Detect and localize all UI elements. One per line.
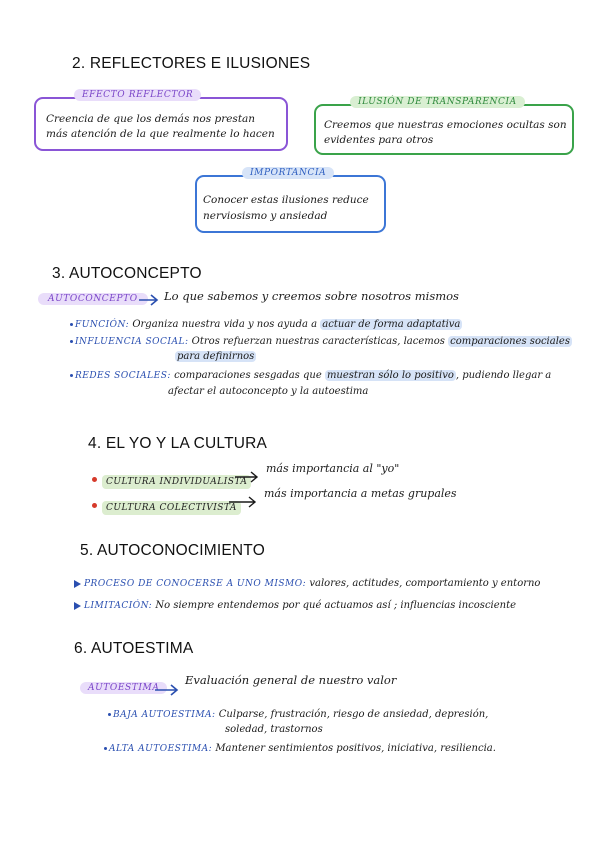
cultura-individualista-row (102, 469, 251, 488)
cultura-colectivista-row (102, 495, 241, 514)
bullet-colectivista (92, 503, 97, 508)
redes-text-b: , pudiendo llegar a (455, 370, 552, 381)
autoestima-tag: AUTOESTIMA (80, 682, 167, 694)
redes-highlight: muestran sólo lo positivo (326, 370, 454, 381)
limitacion-row (74, 598, 516, 614)
influencia-text-b: para definirnos (177, 351, 255, 362)
efecto-reflector-tag: EFECTO REFLECTOR (74, 89, 201, 101)
baja-text-2: soledad, trastornos (225, 724, 323, 735)
colectivista-label: CULTURA COLECTIVISTA (102, 501, 241, 515)
ilusion-transparencia-tag: ILUSIÓN DE TRANSPARENCIA (350, 96, 525, 108)
baja-text-1: Culparse, frustración, riesgo de ansiedad, depresión, (218, 709, 489, 720)
efecto-text-2: más atención de la que realmente lo hacen (46, 128, 275, 140)
individualista-text: más importancia al "yo" (266, 462, 400, 475)
triangle-icon (74, 602, 81, 610)
ilusion-transparencia-box (314, 104, 574, 155)
ilusion-text-2: evidentes para otros (324, 134, 434, 146)
redes-text: comparaciones sesgadas que (174, 370, 325, 381)
individualista-label: CULTURA INDIVIDUALISTA (102, 475, 251, 489)
heading-reflectores: 2. REFLECTORES E ILUSIONES (72, 55, 311, 72)
autoestima-arrow (154, 684, 180, 696)
heading-autoconcepto: 3. AUTOCONCEPTO (52, 265, 202, 282)
autoconcepto-definition: Lo que sabemos y creemos sobre nosotros mismos (164, 289, 459, 303)
proceso-text: valores, actitudes, comportamiento y entorno (309, 578, 541, 589)
autoconcepto-arrow (138, 294, 160, 306)
colectivista-text: más importancia a metas grupales (264, 487, 457, 500)
importancia-tag: IMPORTANCIA (242, 167, 334, 179)
funcion-highlight: actuar de forma adaptativa (322, 319, 461, 330)
influencia-highlight: comparaciones sociales (450, 336, 570, 347)
funcion-text: Organiza nuestra vida y nos ayuda a (132, 319, 321, 330)
efecto-reflector-box (34, 97, 288, 151)
influencia-cont (175, 349, 256, 365)
alta-text: Mantener sentimientos positivos, iniciativa, resiliencia. (215, 743, 496, 754)
baja-row (108, 707, 488, 723)
importancia-text-2: nerviosismo y ansiedad (203, 210, 328, 222)
proceso-row (74, 576, 540, 592)
bullet-individualista (92, 477, 97, 482)
proceso-label: PROCESO DE CONOCERSE A UNO MISMO: (84, 579, 307, 589)
limitacion-text: No siempre entendemos por qué actuamos así ; influencias incosciente (155, 600, 517, 611)
baja-label: BAJA AUTOESTIMA: (113, 710, 216, 720)
influencia-label: INFLUENCIA SOCIAL: (75, 337, 189, 347)
ilusion-text-1: Creemos que nuestras emociones ocultas son (324, 119, 567, 131)
heading-cultura: 4. EL YO Y LA CULTURA (88, 435, 268, 452)
alta-row (104, 741, 496, 757)
funcion-row (70, 317, 462, 333)
autoconcepto-tag: AUTOCONCEPTO (38, 293, 148, 305)
alta-label: ALTA AUTOESTIMA: (109, 744, 213, 754)
influencia-row (70, 334, 572, 350)
redes-label: REDES SOCIALES: (75, 371, 171, 381)
importancia-text-1: Conocer estas ilusiones reduce (203, 194, 369, 206)
autoestima-definition: Evaluación general de nuestro valor (185, 673, 397, 687)
heading-autoconocimiento: 5. AUTOCONOCIMIENTO (80, 542, 265, 559)
funcion-label: FUNCIÓN: (75, 320, 130, 330)
triangle-icon (74, 580, 81, 588)
influencia-text: Otros refuerzan nuestras características, lacemos (191, 336, 449, 347)
redes-cont: afectar el autoconcepto y la autoestima (168, 386, 369, 397)
importancia-box (195, 175, 386, 233)
redes-row (70, 368, 551, 384)
limitacion-label: LIMITACIÓN: (84, 601, 153, 611)
efecto-text-1: Creencia de que los demás nos prestan (46, 113, 256, 125)
heading-autoestima: 6. AUTOESTIMA (74, 640, 194, 657)
colectivista-arrow (228, 496, 258, 508)
individualista-arrow (234, 471, 260, 483)
